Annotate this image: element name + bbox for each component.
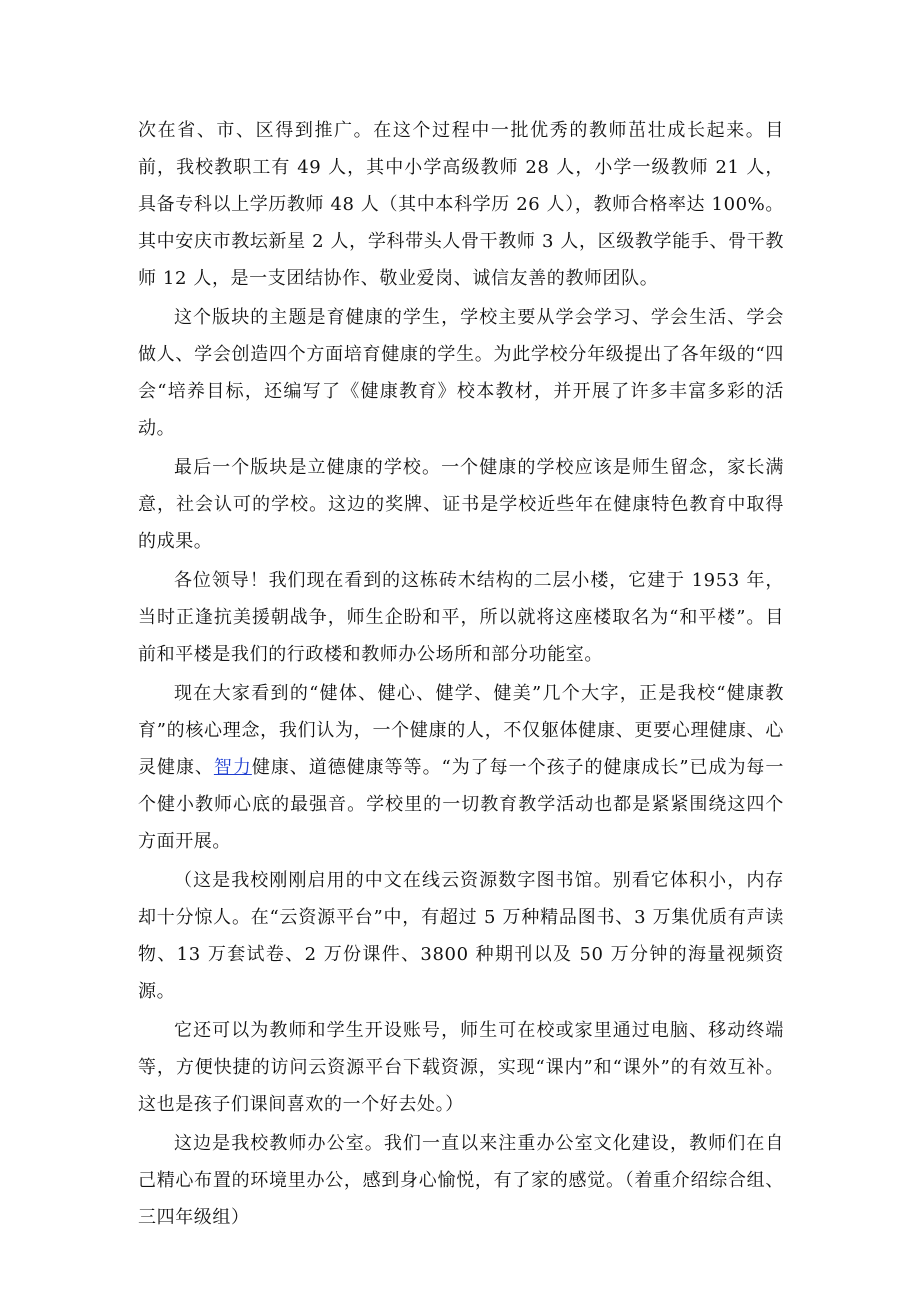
paragraph-healthy-students: 这个版块的主题是育健康的学生，学校主要从学会学习、学会生活、学会做人、学会创造四个方面培育健康的学生。为此学校分年级提出了各年级的“四会“培养目标，还编写了《健康教育》校本教材，并开展了许多丰富多彩的活动。 (138, 307, 784, 439)
document-page (138, 112, 784, 1238)
paragraph-digital-library: （这是我校刚刚启用的中文在线云资源数字图书馆。别看它体积小，内存却十分惊人。在“云资源平台”中，有超过 5 万种精品图书、3 万集优质有声读物、13 万套试卷、2 万份课件、3800 种期刊以及 50 万分钟的海量视频资源。 (138, 870, 784, 1002)
paragraph-cloud-accounts: 它还可以为教师和学生开设账号，师生可在校或家里通过电脑、移动终端等，方便快捷的访问云资源平台下载资源，实现“课内”和“课外”的有效互补。这也是孩子们课间喜欢的一个好去处。） (138, 1020, 784, 1115)
paragraph-core-concept-text-2: 健康、道德健康等等。“为了每一个孩子的健康成长”已成为每一个健小教师心底的最强音。学校里的一切教育教学活动也都是紧紧围绕这四个方面开展。 (138, 757, 785, 852)
paragraph-core-concept (138, 675, 784, 860)
paragraph-teacher-office: 这边是我校教师办公室。我们一直以来注重办公室文化建设，教师们在自己精心布置的环境里办公，感到身心愉悦，有了家的感觉。（着重介绍综合组、三四年级组） (138, 1133, 784, 1228)
intelligence-link[interactable]: 智力 (213, 757, 252, 778)
paragraph-peace-building: 各位领导！我们现在看到的这栋砖木结构的二层小楼，它建于 1953 年，当时正逢抗美援朝战争，师生企盼和平，所以就将这座楼取名为“和平楼”。目前和平楼是我们的行政楼和教师办公场所和部分功能室。 (138, 570, 784, 665)
paragraph-core-concept-text-1: 现在大家看到的“健体、健心、健学、健美”几个大字，正是我校“健康教育”的核心理念，我们认为，一个健康的人，不仅躯体健康、更要心理健康、心灵健康、 (138, 683, 784, 778)
paragraph-teacher-team: 次在省、市、区得到推广。在这个过程中一批优秀的教师茁壮成长起来。目前，我校教职工有 49 人，其中小学高级教师 28 人，小学一级教师 21 人，具备专科以上学历教师 48 人（其中本科学历 26 人），教师合格率达 100%。其中安庆市教坛新星 2 人，学科带头人骨干教师 3 人，区级教学能手、骨干教师 12 人，是一支团结协作、敬业爱岗、诚信友善的教师团队。 (138, 120, 784, 289)
paragraph-healthy-school: 最后一个版块是立健康的学校。一个健康的学校应该是师生留念，家长满意，社会认可的学校。这边的奖牌、证书是学校近些年在健康特色教育中取得的成果。 (138, 457, 784, 552)
